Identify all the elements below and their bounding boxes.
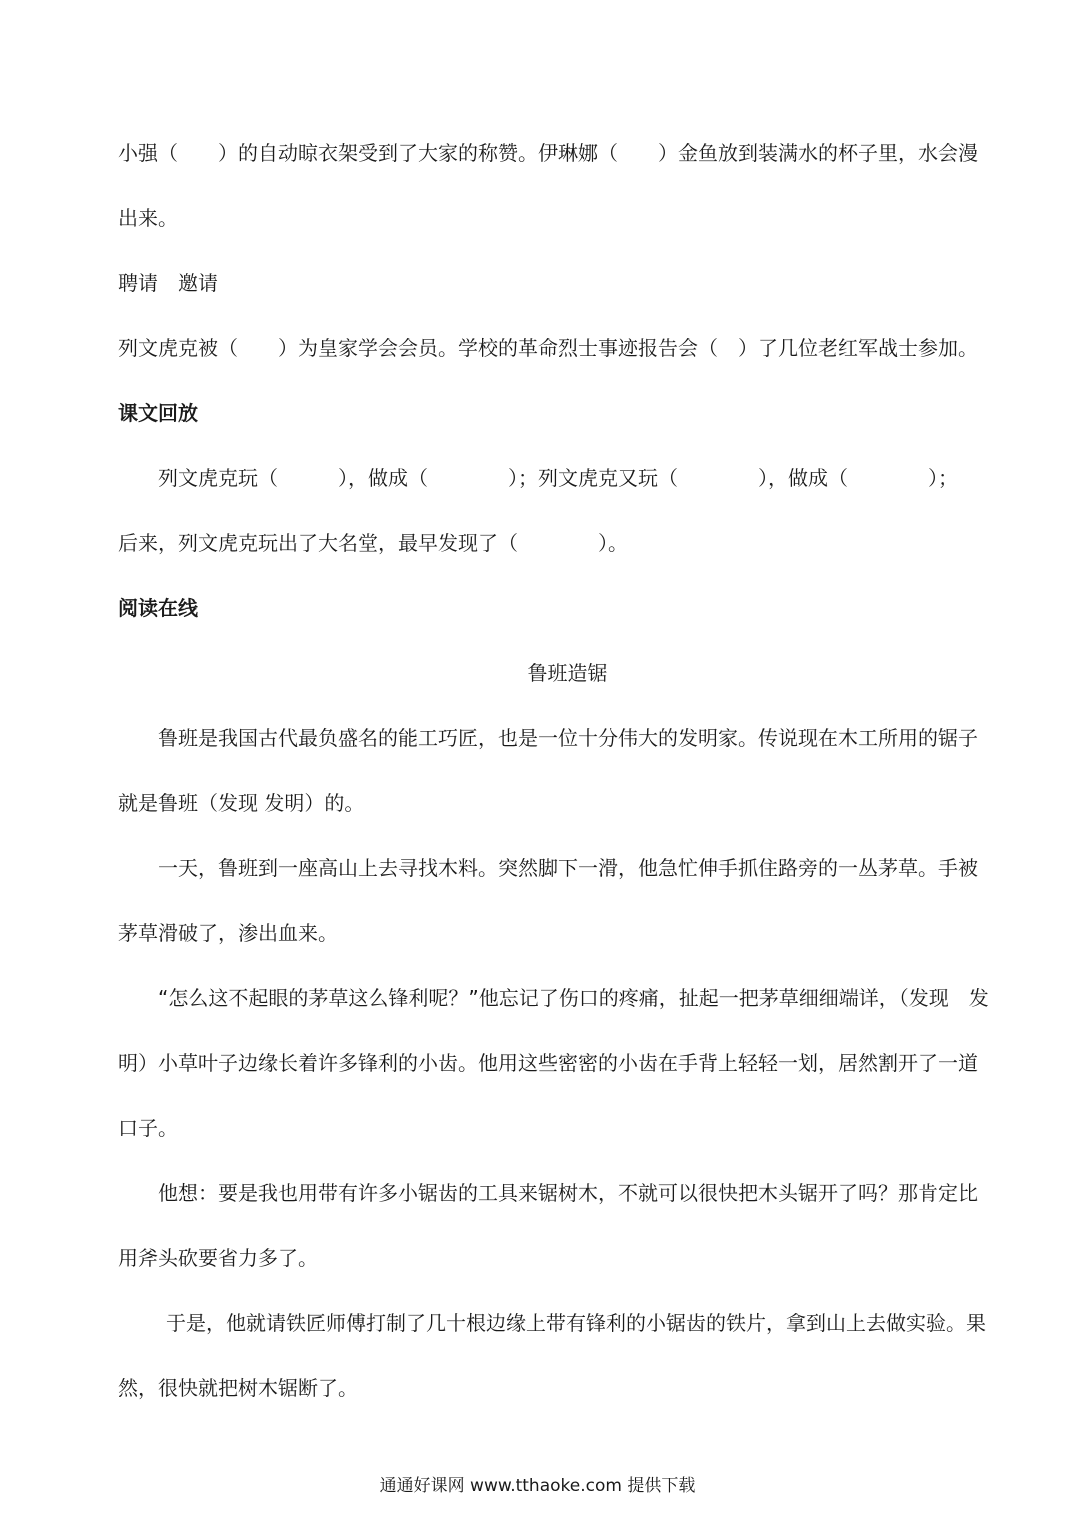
exercise-line: 列文虎克被（ ）为皇家学会会员。学校的革命烈士事迹报告会（ ）了几位老红军战士参加。 bbox=[118, 336, 978, 360]
passage-paragraph: 他想：要是我也用带有许多小锯齿的工具来锯树木，不就可以很快把木头锯开了吗？那肯定比 bbox=[158, 1181, 978, 1205]
passage-paragraph: 然，很快就把树木锯断了。 bbox=[118, 1376, 358, 1400]
passage-paragraph: 鲁班是我国古代最负盛名的能工巧匠，也是一位十分伟大的发明家。传说现在木工所用的锯子 bbox=[158, 726, 978, 750]
review-line: 列文虎克玩（ ），做成（ ）；列文虎克又玩（ ），做成（ ）； bbox=[158, 466, 958, 490]
passage-paragraph: 就是鲁班（发现 发明）的。 bbox=[118, 791, 365, 815]
passage-paragraph: 茅草滑破了，渗出血来。 bbox=[118, 921, 338, 945]
passage-paragraph: 用斧头砍要省力多了。 bbox=[118, 1246, 318, 1270]
passage-paragraph: “怎么这不起眼的茅草这么锋利呢？”他忘记了伤口的疼痛，扯起一把茅草细细端详，（发现 发 bbox=[158, 986, 989, 1010]
passage-paragraph: 明）小草叶子边缘长着许多锋利的小齿。他用这些密密的小齿在手背上轻轻一划，居然割开了一道 bbox=[118, 1051, 978, 1075]
section-heading-reading: 阅读在线 bbox=[118, 596, 198, 620]
passage-title: 鲁班造锯 bbox=[527, 661, 608, 685]
passage-paragraph: 一天，鲁班到一座高山上去寻找木料。突然脚下一滑，他急忙伸手抓住路旁的一丛茅草。手被 bbox=[158, 856, 978, 880]
exercise-line: 小强（ ）的自动晾衣架受到了大家的称赞。伊琳娜（ ）金鱼放到装满水的杯子里，水会漫 bbox=[118, 141, 978, 165]
word-choices: 聘请 邀请 bbox=[118, 271, 218, 295]
review-line: 后来，列文虎克玩出了大名堂，最早发现了（ ）。 bbox=[118, 531, 628, 555]
page-footer: 通通好课网 www.tthaoke.com 提供下载 bbox=[379, 1476, 696, 1496]
passage-paragraph: 口子。 bbox=[118, 1116, 178, 1140]
exercise-line: 出来。 bbox=[118, 206, 178, 230]
passage-paragraph: 于是，他就请铁匠师傅打制了几十根边缘上带有锋利的小锯齿的铁片，拿到山上去做实验。果 bbox=[166, 1311, 986, 1335]
section-heading-review: 课文回放 bbox=[118, 401, 198, 425]
